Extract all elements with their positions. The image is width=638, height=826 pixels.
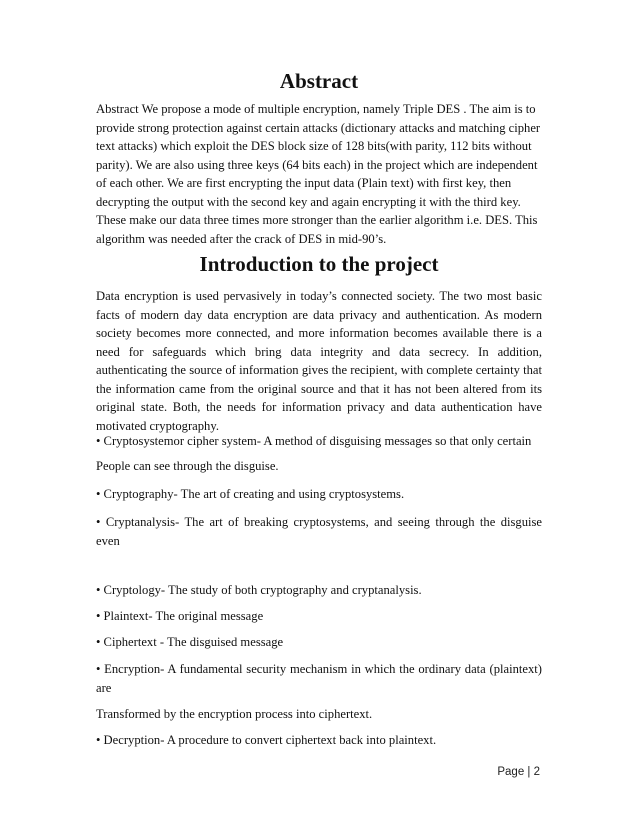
definition-encryption: • Encryption- A fundamental security mechanism in which the ordinary data (plaintext) are [96, 662, 542, 695]
definition-decryption: • Decryption- A procedure to convert ciphertext back into plaintext. [96, 733, 437, 747]
definition-cryptosystem: • Cryptosystemor cipher system- A method of disguising messages so that only certain [96, 434, 532, 448]
definition-encryption-continued: Transformed by the encryption process into ciphertext. [96, 707, 373, 721]
definition-cryptosystem-continued: People can see through the disguise. [96, 459, 279, 473]
definition-cryptography: • Cryptography- The art of creating and using cryptosystems. [96, 487, 405, 501]
abstract-heading: Abstract [279, 69, 359, 93]
abstract-paragraph: Abstract We propose a mode of multiple encryption, namely Triple DES . The aim is to provide strong protection against certain attacks (dictionary attacks and matching cipher text attacks) which exploit the DES block size of 128 bits(with parity, 112 bits without parity). We are also using three keys (64 bits each) in the project which are independent of each other. We are first encrypting the input data (Plain text) with first key, then decrypting the output with the second key and again encrypting it with the third key. These make our data three times more stronger than the earlier algorithm i.e. DES. This algorithm was needed after the crack of DES in mid-90’s. [96, 102, 541, 246]
definition-ciphertext: • Ciphertext - The disguised message [96, 635, 284, 649]
definition-cryptology: • Cryptology- The study of both cryptography and cryptanalysis. [96, 583, 422, 597]
definition-plaintext: • Plaintext- The original message [96, 609, 264, 623]
introduction-paragraph: Data encryption is used pervasively in today’s connected society. The two most basic facts of modern day data encryption are data privacy and authentication. As modern society becomes more connected, and more information becomes available there is a need for safeguards which bring data integrity and data secrecy. In addition, authenticating the source of information gives the recipient, with complete certainty that the information came from the original source and that it has not been altered from its original state. Both, the needs for information privacy and data authentication have motivated cryptography. [96, 289, 542, 433]
page-number: Page | 2 [497, 766, 540, 778]
introduction-heading: Introduction to the project [199, 252, 439, 276]
definition-cryptanalysis: • Cryptanalysis- The art of breaking cryptosystems, and seeing through the disguise even [96, 515, 542, 548]
